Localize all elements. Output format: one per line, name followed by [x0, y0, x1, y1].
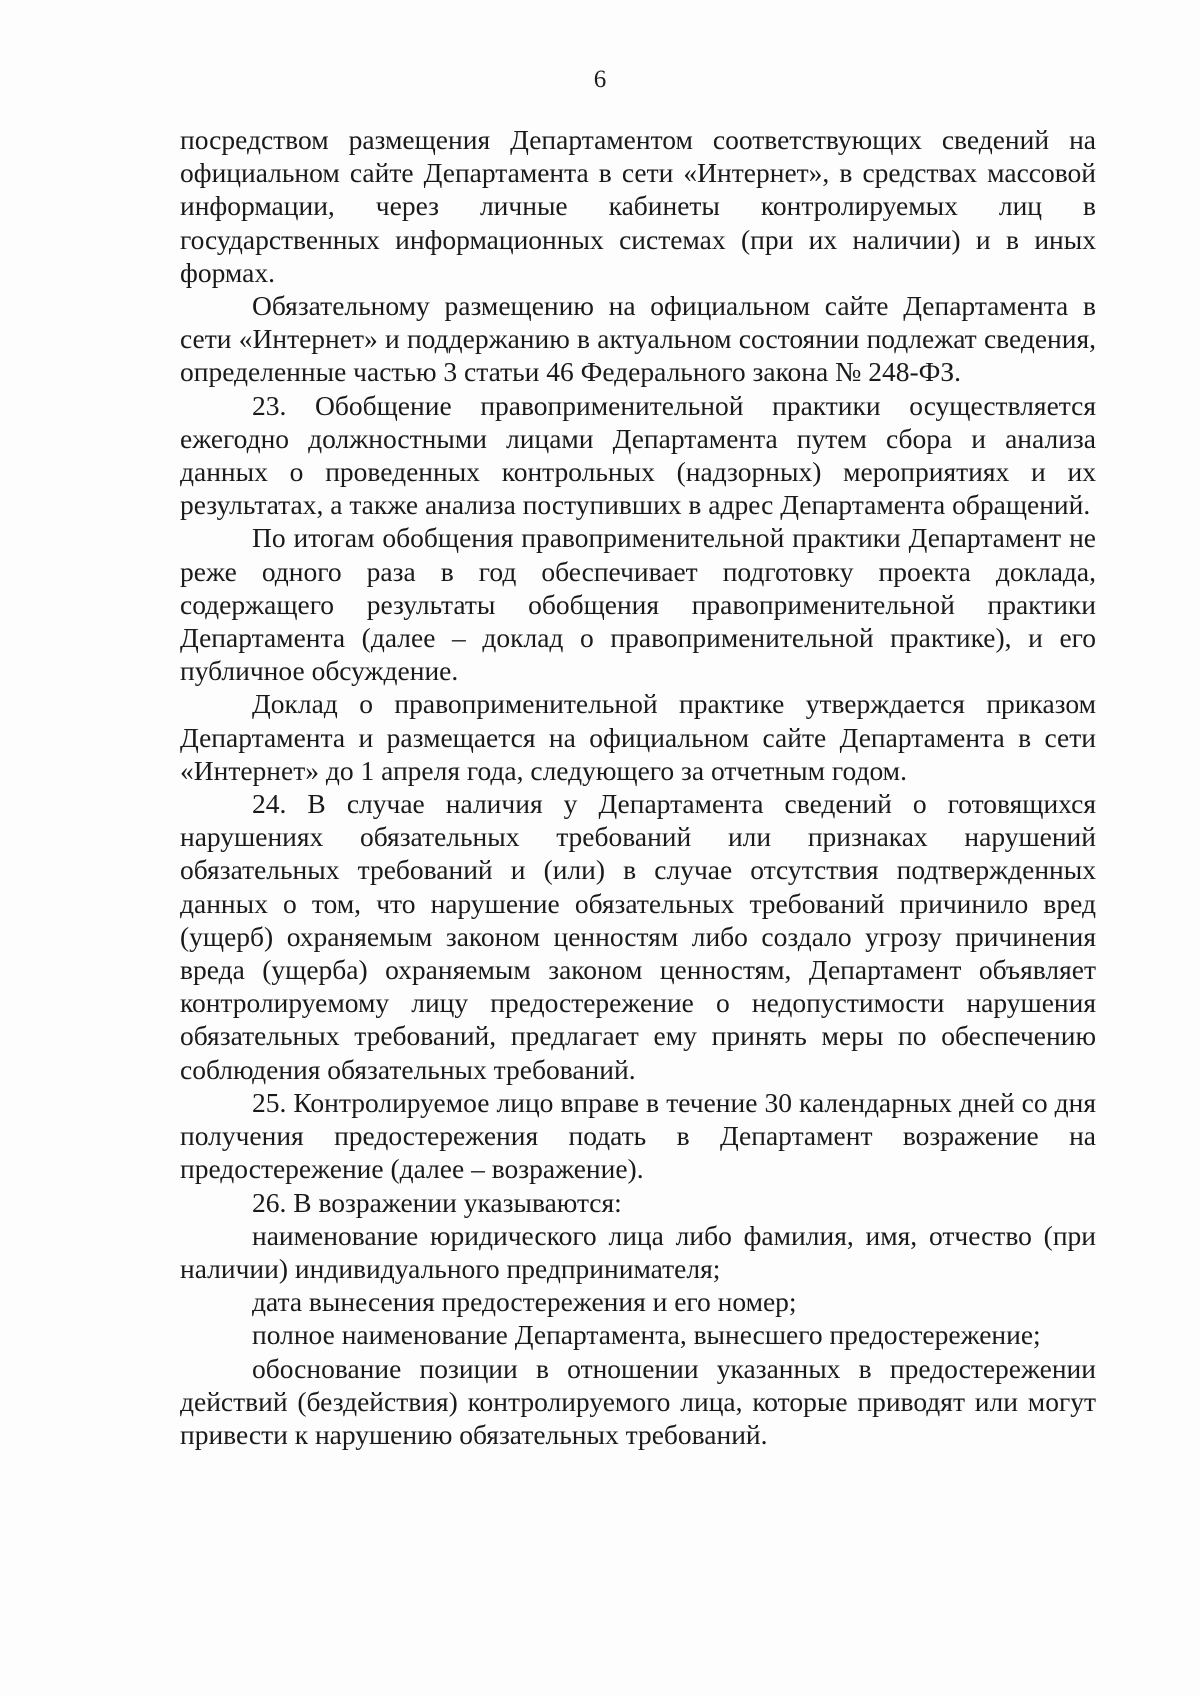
page-number: 6 [593, 66, 607, 93]
document-body [180, 123, 1096, 1451]
list-item-entity-name: наименование юридического лица либо фамилия, имя, отчество (при наличии) индивидуального предпринимателя; [180, 1219, 1096, 1284]
list-item-justification: обоснование позиции в отношении указанных в предостережении действий (бездействия) контролируемого лица, которые приводят или могут привести к нарушению обязательных требований. [180, 1352, 1096, 1450]
paragraph-continuation: посредством размещения Департаментом соответствующих сведений на официальном сайте Департамента в сети «Интернет», в средствах массовой информации, через личные кабинеты контролируемых лиц в государственных информационных системах (при их наличии) и в иных формах. [180, 124, 1096, 288]
paragraph-25: 25. Контролируемое лицо вправе в течение 30 календарных дней со дня получения предостережения подать в Департамент возражение на предостережение (далее – возражение). [180, 1086, 1096, 1185]
list-item-department-name: полное наименование Департамента, вынесшего предостережение; [252, 1319, 1041, 1351]
paragraph-26: 26. В возражении указываются: [252, 1186, 622, 1218]
paragraph-24: 24. В случае наличия у Департамента сведений о готовящихся нарушениях обязательных требований или признаках нарушений обязательных требований и (или) в случае отсутствия подтвержденных данных о том, что нарушение обязательных требований причинило вред (ущерб) охраняемым законом ценностям либо создало угрозу причинения вреда (ущерба) охраняемым законом ценностям, Департамент объявляет контролируемому лицу предостережение о недопустимости нарушения обязательных требований, предлагает ему принять меры по обеспечению соблюдения обязательных требований. [180, 788, 1096, 1085]
paragraph-23: 23. Обобщение правоприменительной практики осуществляется ежегодно должностными лицами Департамента путем сбора и анализа данных о проведенных контрольных (надзорных) мероприятиях и их результатах, а также анализа поступивших в адрес Департамента обращений. [180, 389, 1096, 521]
paragraph-report-approval: Доклад о правоприменительной практике утверждается приказом Департамента и размещается на официальном сайте Департамента в сети «Интернет» до 1 апреля года, следующего за отчетным годом. [180, 688, 1096, 786]
list-item-warning-date: дата вынесения предостережения и его номер; [252, 1286, 797, 1318]
paragraph-mandatory-publication: Обязательному размещению на официальном сайте Департамента в сети «Интернет» и поддержанию в актуальном состоянии подлежат сведения, определенные частью 3 статьи 46 Федерального закона № 248-ФЗ. [180, 290, 1096, 388]
paragraph-practice-report: По итогам обобщения правоприменительной практики Департамент не реже одного раза в год обеспечивает подготовку проекта доклада, содержащего результаты обобщения правоприменительной практики Департамента (далее – доклад о правоприменительной практике), и его публичное обсуждение. [180, 522, 1096, 687]
